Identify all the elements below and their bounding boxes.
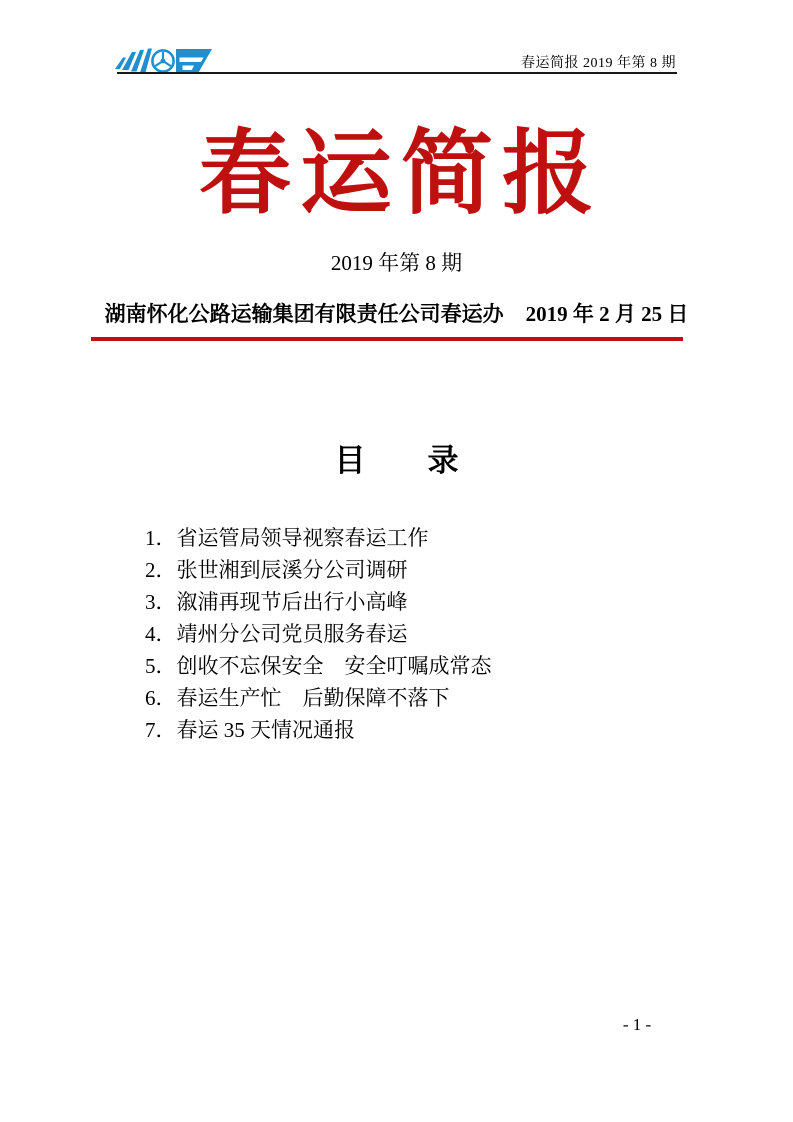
toc-item-6: 6．春运生产忙 后勤保障不落下 [145, 686, 450, 710]
toc-item-3: 3．溆浦再现节后出行小高峰 [145, 590, 408, 614]
toc-item-2: 2．张世湘到辰溪分公司调研 [145, 558, 408, 582]
red-divider-rule [91, 337, 683, 341]
toc-heading: 目 录 [334, 443, 459, 478]
document-title: 春运简报 [198, 123, 603, 225]
issue-number-line: 2019 年第 8 期 [330, 251, 463, 275]
toc-item-4: 4．靖州分公司党员服务春运 [145, 622, 408, 646]
toc-item-7: 7．春运 35 天情况通报 [145, 718, 355, 742]
header-rule [117, 72, 677, 74]
toc-item-1: 1．省运管局领导视察春运工作 [145, 526, 429, 550]
masthead-issue-text: 春运简报 2019 年第 8 期 [521, 56, 676, 71]
toc-item-5: 5．创收不忘保安全 安全叮嘱成常态 [145, 654, 492, 678]
publish-date: 2019 年 2 月 25 日 [525, 302, 689, 326]
company-logo-icon [115, 46, 215, 75]
publisher-name: 湖南怀化公路运输集团有限责任公司春运办 [104, 302, 504, 326]
page-number: - 1 - [622, 1015, 652, 1034]
publisher-line [0, 299, 793, 329]
toc-list [145, 522, 492, 746]
